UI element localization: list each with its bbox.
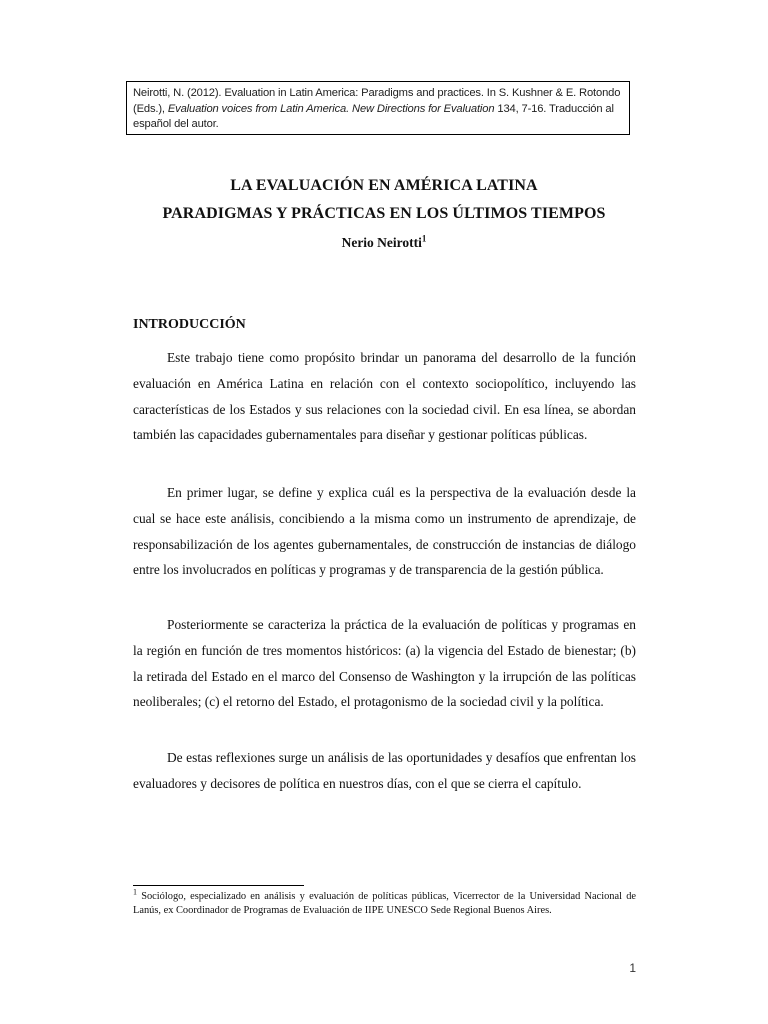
author-name-text: Nerio Neirotti (341, 235, 422, 250)
paragraph-3: Posteriormente se caracteriza la práctica de la evaluación de políticas y programas en la región en función de tres momentos históricos: (a) la vigencia del Estado de bienestar; (b) la retirada del Estado en el marco del Consenso de Washington y la irrupción de las políticas neoliberales; (c) el retorno del Estado, el protagonismo de la sociedad civil y la política. (133, 617, 636, 710)
paragraph-1: Este trabajo tiene como propósito brindar un panorama del desarrollo de la función evaluación en América Latina en relación con el contexto sociopolítico, incluyendo las características de los Estados y sus relaciones con la sociedad civil. En esa línea, se abordan también las capacidades gubernamentales para diseñar y gestionar políticas públicas. (133, 350, 636, 443)
paragraph-2: En primer lugar, se define y explica cuál es la perspectiva de la evaluación desde la cual se hace este análisis, concibiendo a la misma como un instrumento de aprendizaje, de responsabilización de los agentes gubernamentales, de construcción de instancias de diálogo entre los involucrados en políticas y programas y de transparencia de la gestión pública. (133, 485, 636, 578)
author-name (0, 235, 768, 251)
footnote-text: Sociólogo, especializado en análisis y evaluación de políticas públicas, Vicerrector de la Universidad Nacional de Lanús, ex Coordinador de Programas de Evaluación de IIPE UNESCO Sede Regional Buenos Aires. (133, 891, 636, 916)
footnote-marker: 1 (133, 887, 137, 897)
citation-box (126, 81, 630, 135)
citation-journal: Evaluation voices from Latin America. New Directions for Evaluation (167, 102, 495, 115)
author-footnote-marker: 1 (421, 233, 427, 244)
title-line-2: PARADIGMAS Y PRÁCTICAS EN LOS ÚLTIMOS TIEMPOS (162, 205, 606, 222)
citation-text: Neirotti, N. (2012). Evaluation in Latin America: Paradigms and practices. In S. Kushner & E. Rotondo (Eds.), (133, 87, 621, 115)
title-line-1: LA EVALUACIÓN EN AMÉRICA LATINA (230, 177, 538, 194)
citation-pages: 134, 7-16. Traducción al español del autor. (133, 102, 614, 130)
footnote-divider (133, 885, 304, 886)
section-heading: INTRODUCCIÓN (133, 317, 246, 332)
paragraph-4: De estas reflexiones surge un análisis de las oportunidades y desafíos que enfrentan los evaluadores y decisores de política en nuestros días, con el que se cierra el capítulo. (133, 750, 636, 791)
footnote (133, 887, 636, 917)
page-number: 1 (629, 961, 636, 975)
